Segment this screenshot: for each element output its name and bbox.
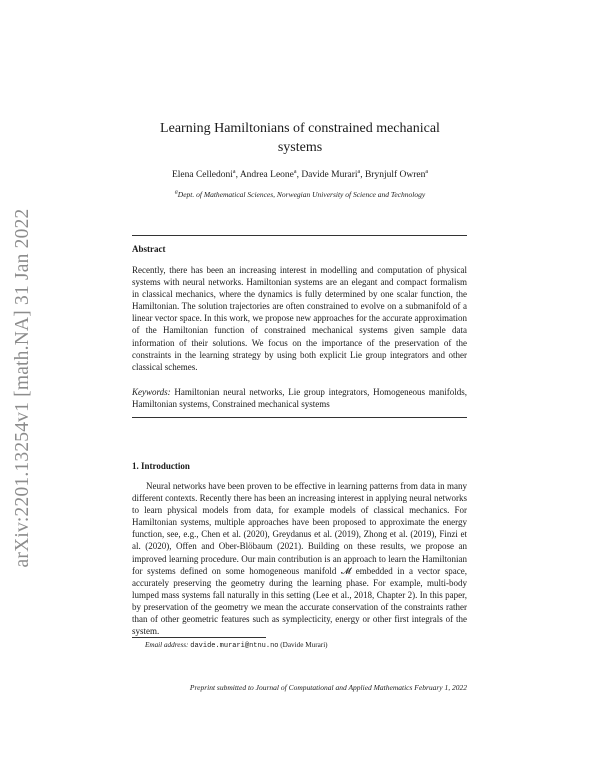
email-link[interactable]: davide.murari@ntnu.no bbox=[190, 642, 279, 650]
author-name: Elena Celledoni bbox=[171, 170, 233, 180]
title-line-1: Learning Hamiltonians of constrained mechanical bbox=[160, 121, 440, 136]
author-name: Davide Murari bbox=[301, 170, 358, 180]
keywords-label: Keywords: bbox=[132, 387, 171, 397]
author-name: Brynjulf Owren bbox=[364, 170, 426, 180]
paper-title bbox=[100, 119, 500, 157]
footnote-rule bbox=[132, 637, 266, 638]
footnote bbox=[145, 641, 328, 650]
arxiv-identifier: arXiv:2201.13254v1 [math.NA] 31 Jan 2022 bbox=[12, 208, 33, 568]
affiliation bbox=[100, 190, 500, 199]
abstract-bottom-rule bbox=[132, 417, 467, 418]
author-name: Andrea Leone bbox=[239, 170, 294, 180]
abstract-top-rule bbox=[132, 235, 467, 236]
footnote-person: (Davide Murari) bbox=[280, 641, 328, 649]
keywords bbox=[132, 386, 467, 410]
author-mark: a bbox=[293, 168, 297, 175]
affiliation-mark: a bbox=[174, 189, 178, 196]
author-mark: a bbox=[232, 168, 236, 175]
author-list: Elena Celledoni$^a$, Andrea Leone$^a$, Davide Murari$^a$, Brynjulf Owren$^a$ bbox=[171, 168, 429, 180]
footnote-label: Email address: bbox=[145, 641, 189, 649]
preprint-note: Preprint submitted to Journal of Computational and Applied Mathematics February 1, 2022 bbox=[189, 683, 467, 692]
title-line-2: systems bbox=[277, 140, 323, 155]
abstract-heading: Abstract bbox=[132, 244, 166, 254]
author-mark: a bbox=[357, 168, 361, 175]
author-mark: a bbox=[425, 168, 429, 175]
introduction-body: Neural networks have been proven to be effective in learning patterns from data in many different contexts. Recently there has been an increasing interest in applying neural networks to learn physical models from data, for example models of classical mechanics. For Hamiltonian systems, multiple approaches have been proposed to approximate the energy function, see, e.g., Chen et al. (2020), Greydanus et al. (2019), Zhong et al. (2019), Finzi et al. (2020), Offen and Ober-Blöbaum (2021). Building on these results, we propose an improved learning procedure. Our main contribution is an approach to learn the Hamiltonian for systems defined on some homogeneous manifold 𝓜 embedded in a vector space, accurately preserving the geometry during the learning phase. For example, multi-body lumped mass systems fall naturally in this setting (Lee et al., 2018, Chapter 2). In this paper, by preservation of the geometry we mean the accurate conservation of the constraints rather than of other geometric features such as symplecticity, energy or other first integrals of the system. bbox=[132, 481, 467, 637]
keywords-list: Hamiltonian neural networks, Lie group integrators, Homogeneous manifolds, Hamiltonian systems, Constrained mechanical systems bbox=[132, 387, 468, 410]
affiliation-text: Dept. of Mathematical Sciences, Norwegian University of Science and Technology bbox=[177, 190, 426, 199]
abstract-body: Recently, there has been an increasing interest in modelling and computation of physical systems with neural networks. Hamiltonian systems are an elegant and compact formalism in classical mechanics, where the dynamics is fully determined by one scalar function, the Hamiltonian. The solution trajectories are often constrained to evolve on a submanifold of a linear vector space. In this work, we propose new approaches for the accurate approximation of the Hamiltonian function of constrained mechanical systems given sample data information of their solutions. We focus on the importance of the preservation of the constraints in the learning strategy by using both explicit Lie group integrators and other classical schemes. bbox=[132, 265, 467, 372]
section-heading-introduction: 1. Introduction bbox=[132, 461, 190, 471]
